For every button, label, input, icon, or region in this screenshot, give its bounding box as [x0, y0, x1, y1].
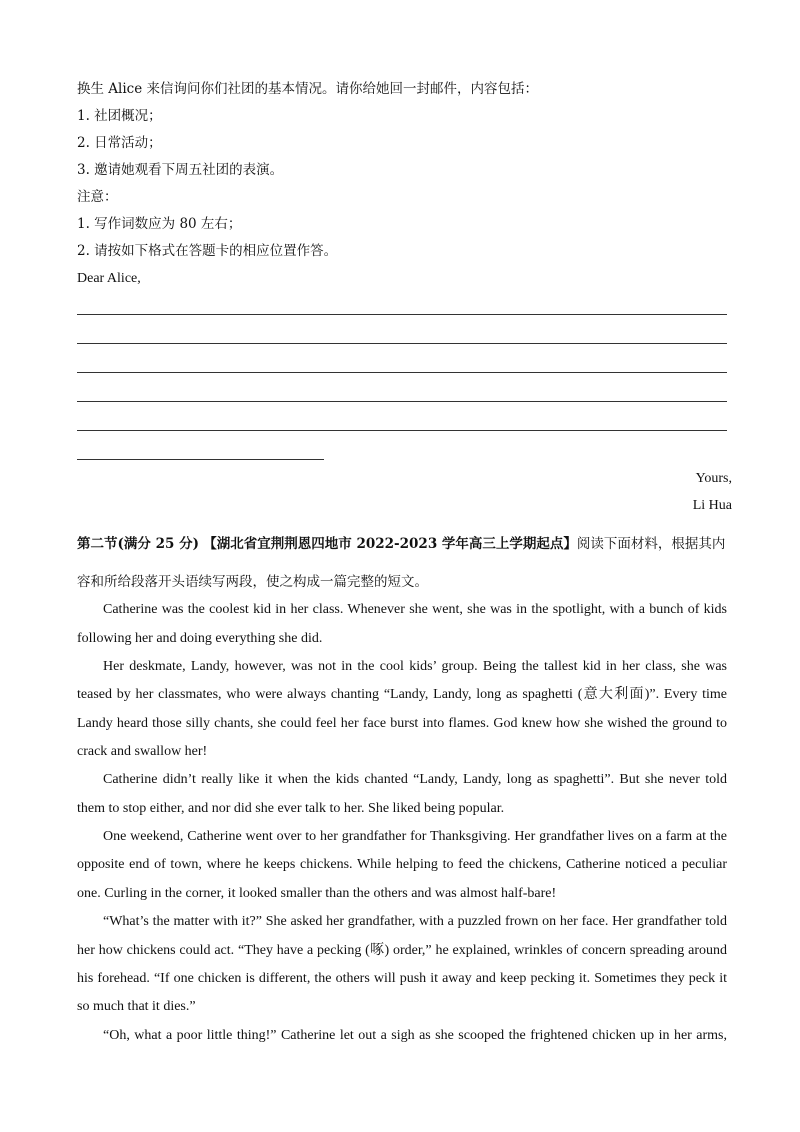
passage-line: “Oh, what a poor little thing!” Catherine let out a sigh as she scooped the frightened chicken up in her arms,	[103, 1028, 727, 1043]
passage-line: One weekend, Catherine went over to her grandfather for Thanksgiving. Her grandfather lives on a farm at the	[103, 829, 727, 844]
passage-line: them to stop either, and nor did she ever talk to her. She liked being popular.	[77, 801, 505, 816]
section-label: 第二节(满分 25 分)	[77, 536, 199, 552]
writing-line[interactable]	[77, 343, 727, 344]
passage-line: her how chickens could act. “They have a pecking (啄) order,” he explained, wrinkles of concern spreading around	[77, 943, 727, 958]
signature: Li Hua	[692, 498, 732, 513]
note-label: 注意：	[77, 189, 118, 205]
passage-line: “What’s the matter with it?” She asked her grandfather, with a puzzled frown on her face. Her grandfather told	[103, 914, 727, 929]
writing-line[interactable]	[77, 401, 727, 402]
note-2: 2. 请按如下格式在答题卡的相应位置作答。	[77, 243, 338, 259]
passage-line: Catherine was the coolest kid in her class. Whenever she went, she was in the spotlight, with a bunch of kids	[103, 602, 727, 617]
salutation: Dear Alice,	[77, 271, 141, 286]
source-tag: 【湖北省宜荆荆恩四地市 2022-2023 学年高三上学期起点】	[203, 536, 577, 552]
passage-line: so much that it dies.”	[77, 999, 196, 1014]
closing: Yours,	[695, 471, 732, 486]
passage-line: Landy heard those silly chants, she could feel her face burst into flames. God knew how she wished the ground to	[77, 716, 727, 731]
content-point-2: 2. 日常活动；	[77, 135, 162, 151]
passage-line: Her deskmate, Landy, however, was not in the cool kids’ group. Being the tallest kid in her class, she was	[103, 659, 727, 674]
passage-line: opposite end of town, where he keeps chickens. While helping to feed the chickens, Catherine noticed a peculiar	[77, 857, 727, 872]
instruction-part-2: 容和所给段落开头语续写两段，使之构成一篇完整的短文。	[77, 574, 428, 590]
content-point-1: 1. 社团概况；	[77, 108, 162, 124]
passage-line: his forehead. “If one chicken is different, the others will push it away and keep pecking it. Sometimes they peck it	[77, 971, 727, 986]
instruction-part-1: 阅读下面材料，根据其内	[576, 536, 726, 552]
writing-line-short[interactable]	[77, 459, 324, 460]
passage-line: one. Curling in the corner, it looked smaller than the others and was almost half-bare!	[77, 886, 557, 901]
writing-line[interactable]	[77, 314, 727, 315]
task-intro: 换生 Alice 来信询问你们社团的基本情况。请你给她回一封邮件，内容包括：	[77, 81, 539, 97]
passage-line: Catherine didn’t really like it when the kids chanted “Landy, Landy, long as spaghetti”. But she never told	[103, 772, 727, 787]
passage-line: crack and swallow her!	[77, 744, 208, 759]
writing-line[interactable]	[77, 372, 727, 373]
writing-line[interactable]	[77, 430, 727, 431]
note-1: 1. 写作词数应为 80 左右；	[77, 216, 242, 232]
passage-line: following her and doing everything she did.	[77, 631, 323, 646]
section-heading	[77, 535, 727, 553]
content-point-3: 3. 邀请她观看下周五社团的表演。	[77, 162, 284, 178]
passage-line: teased by her classmates, who were always chanting “Landy, Landy, long as spaghetti (意大利面)”. Every time	[77, 687, 727, 702]
